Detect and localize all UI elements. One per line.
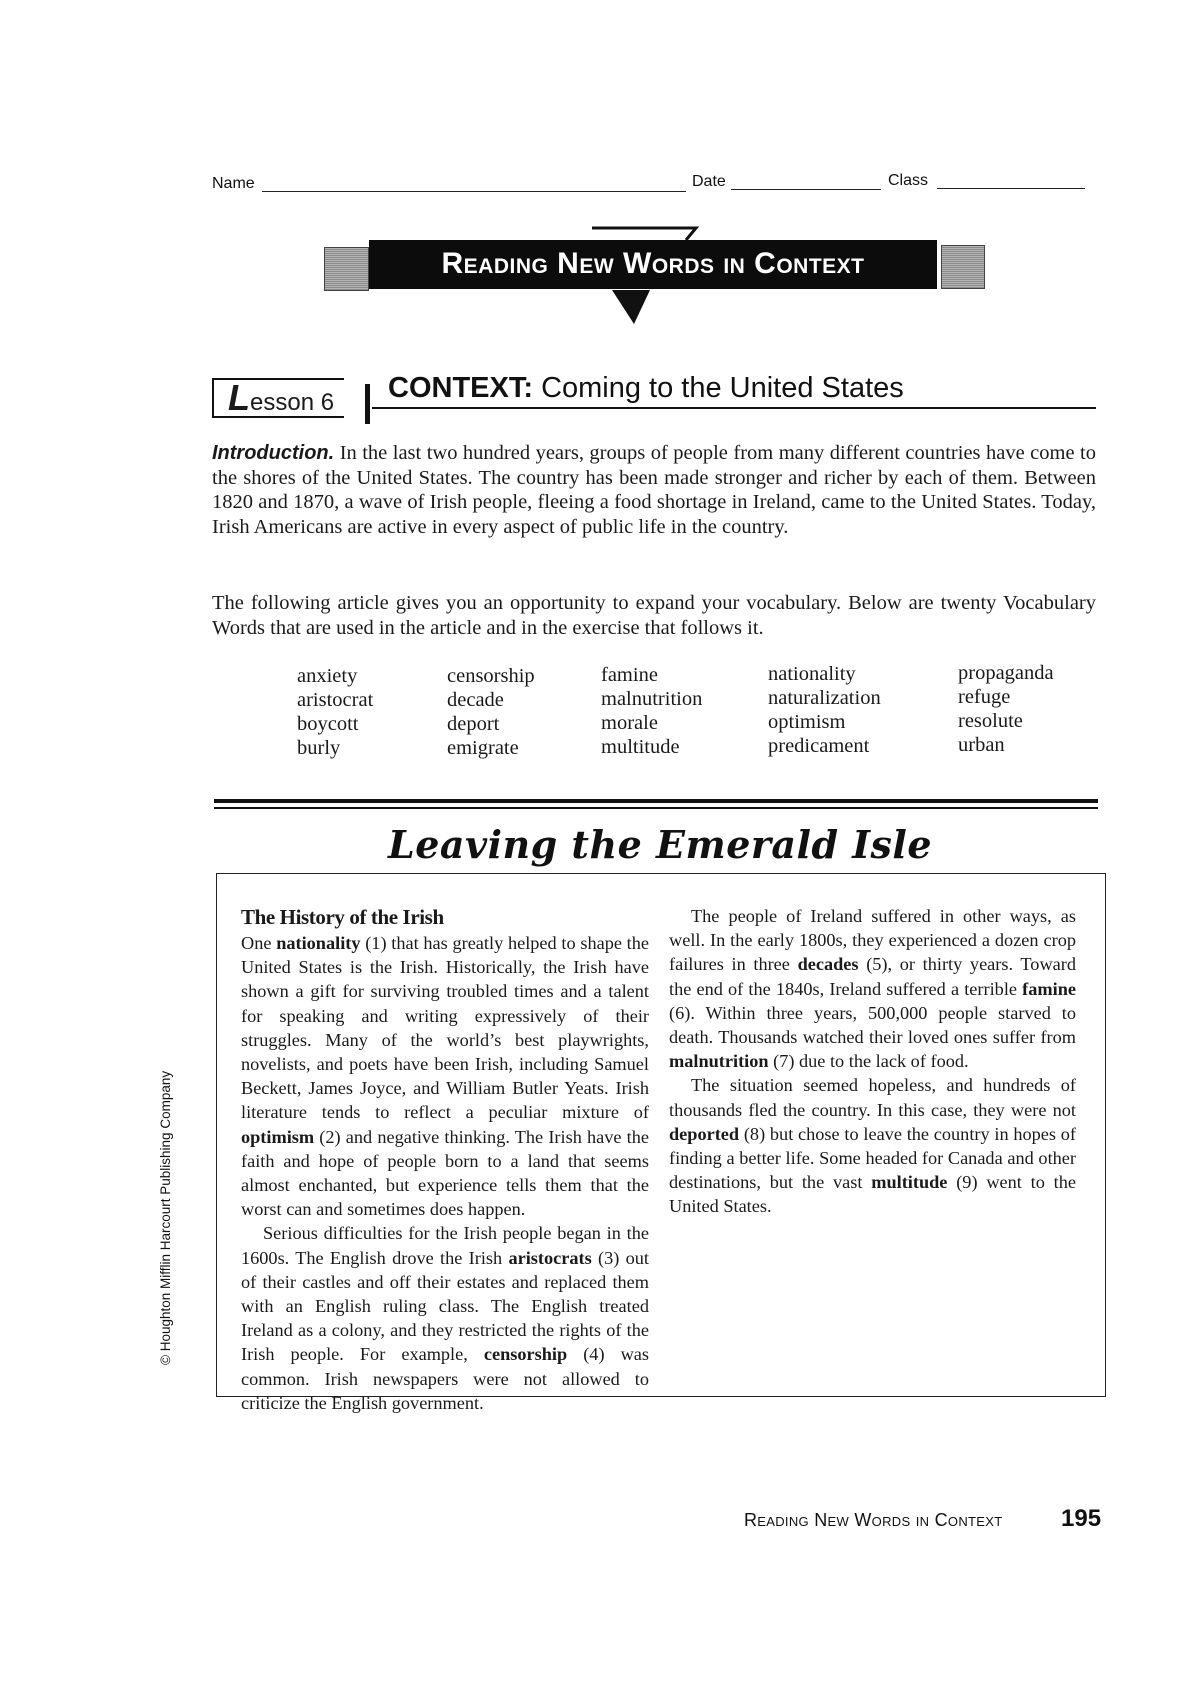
banner-right-square <box>941 245 985 289</box>
vocabulary-term: multitude <box>871 1172 948 1193</box>
lesson-label <box>212 378 344 418</box>
article-title: Leaving the Emerald Isle <box>387 822 933 867</box>
vocabulary-word: urban <box>958 734 1005 756</box>
vocabulary-word: naturalization <box>768 687 881 709</box>
vocabulary-word: malnutrition <box>601 688 703 710</box>
class-field[interactable] <box>937 188 1085 189</box>
article-column-right <box>669 904 1076 1219</box>
banner-left-square <box>324 247 369 291</box>
vocabulary-word: resolute <box>958 710 1023 732</box>
vocabulary-column <box>447 664 535 760</box>
article-paragraph: The situation seemed hopeless, and hundreds of thousands fled the country. In this case, they were not deported (8) but chose to leave the country in hopes of finding a better life. Some headed for Canada and other destinations, but the vast multitude (9) went to the United States. <box>669 1075 1076 1217</box>
vocabulary-word: predicament <box>768 735 870 757</box>
vocabulary-column <box>601 663 702 759</box>
introduction-text: In the last two hundred years, groups of people from many different countries have come to the shores of the United States. The country has been made stronger and richer by each of them. Between 1820 and 1870, a wave of Irish people, fleeing a food shortage in Ireland, came to the United States. Today, Irish Americans are active in every aspect of public life in the country. <box>212 442 1096 538</box>
vocabulary-intro-paragraph: The following article gives you an opportunity to expand your vocabulary. Below are twenty Vocabulary Words that are used in the article and in the exercise that follows it. <box>212 592 1096 639</box>
article-paragraph: The people of Ireland suffered in other ways, as well. In the early 1800s, they experienced a dozen crop failures in three decades (5), or thirty years. Toward the end of the 1840s, Ireland suffered a terrible famine (6). Within three years, 500,000 people starved to death. Thousands watched their loved ones suffer from malnutrition (7) due to the lack of food. <box>669 906 1076 1072</box>
vocabulary-term: famine <box>1022 978 1076 999</box>
vocabulary-word: aristocrat <box>297 689 374 711</box>
banner-title: Reading New Words in Context <box>369 240 937 289</box>
vocabulary-word: nationality <box>768 663 856 685</box>
vocabulary-word: deport <box>447 713 500 735</box>
side-copyright: © Houghton Mifflin Harcourt Publishing Company <box>158 1070 173 1365</box>
class-label: Class <box>888 172 929 189</box>
vocabulary-term: censorship <box>483 1344 568 1365</box>
introduction-paragraph <box>212 441 1096 539</box>
footer-title: Reading New Words in Context <box>744 1510 1003 1530</box>
context-topic: Coming to the United States <box>541 372 904 404</box>
vocabulary-word: propaganda <box>958 662 1054 684</box>
article-paragraph: Serious difficulties for the Irish people began in the 1600s. The English drove the Irish aristocrats (3) out of their castles and off their estates and replaced them with an English ruling class. The English treated Ireland as a colony, and they restricted the rights of the Irish people. For example, censorship (4) was common. Irish newspapers were not allowed to criticize the English government. <box>241 1223 650 1413</box>
vocabulary-term: optimism <box>241 1126 315 1147</box>
article-column-left <box>241 903 649 1415</box>
section-heading: The History of the Irish <box>241 905 444 929</box>
banner-arrow-icon <box>590 224 700 328</box>
vocabulary-term: malnutrition <box>669 1051 769 1072</box>
vocabulary-word: morale <box>601 712 658 734</box>
vocabulary-word: emigrate <box>447 737 519 759</box>
vocabulary-word: multitude <box>601 736 680 758</box>
context-underline <box>372 407 1096 409</box>
vocabulary-column <box>958 661 1054 757</box>
vocabulary-word: decade <box>447 689 504 711</box>
vocabulary-word: refuge <box>958 686 1011 708</box>
vocabulary-term: nationality <box>276 933 361 953</box>
section-divider-thick <box>214 799 1098 803</box>
name-field[interactable] <box>262 191 686 192</box>
name-label: Name <box>212 175 255 192</box>
lesson-big-letter: L <box>228 377 250 418</box>
page-number: 195 <box>1061 1505 1102 1532</box>
vocabulary-term: deported <box>669 1123 740 1144</box>
vocabulary-term: decades <box>797 954 859 975</box>
lesson-number: esson 6 <box>250 389 335 416</box>
vocabulary-word: anxiety <box>297 665 358 687</box>
date-field[interactable] <box>731 189 881 190</box>
lesson-label-bar <box>365 384 370 424</box>
vocabulary-word: famine <box>601 664 658 686</box>
section-divider-thin <box>214 807 1098 809</box>
vocabulary-term: aristocrats <box>508 1247 592 1268</box>
date-label: Date <box>692 173 726 190</box>
vocabulary-word: optimism <box>768 711 846 733</box>
context-prefix: CONTEXT: <box>388 372 533 404</box>
introduction-heading: Introduction. <box>212 442 335 464</box>
vocabulary-word: boycott <box>297 713 359 735</box>
vocabulary-column <box>768 662 881 758</box>
vocabulary-word: censorship <box>447 665 535 687</box>
vocabulary-word: burly <box>297 737 341 759</box>
context-title <box>388 372 904 405</box>
vocabulary-column <box>297 664 373 760</box>
article-paragraph: One nationality (1) that has greatly helped to shape the United States is the Irish. Historically, the Irish have shown a gift for surviving troubled times and a talent for speaking and writing expressively of their struggles. Many of the world’s best playwrights, novelists, and poets have been Irish, including Samuel Beckett, James Joyce, and William Butler Yeats. Irish literature tends to reflect a peculiar mixture of optimism (2) and negative thinking. The Irish have the faith and hope of people born to a land that seems almost enchanted, but experience tells them that the worst can and sometimes does happen. <box>241 933 650 1220</box>
